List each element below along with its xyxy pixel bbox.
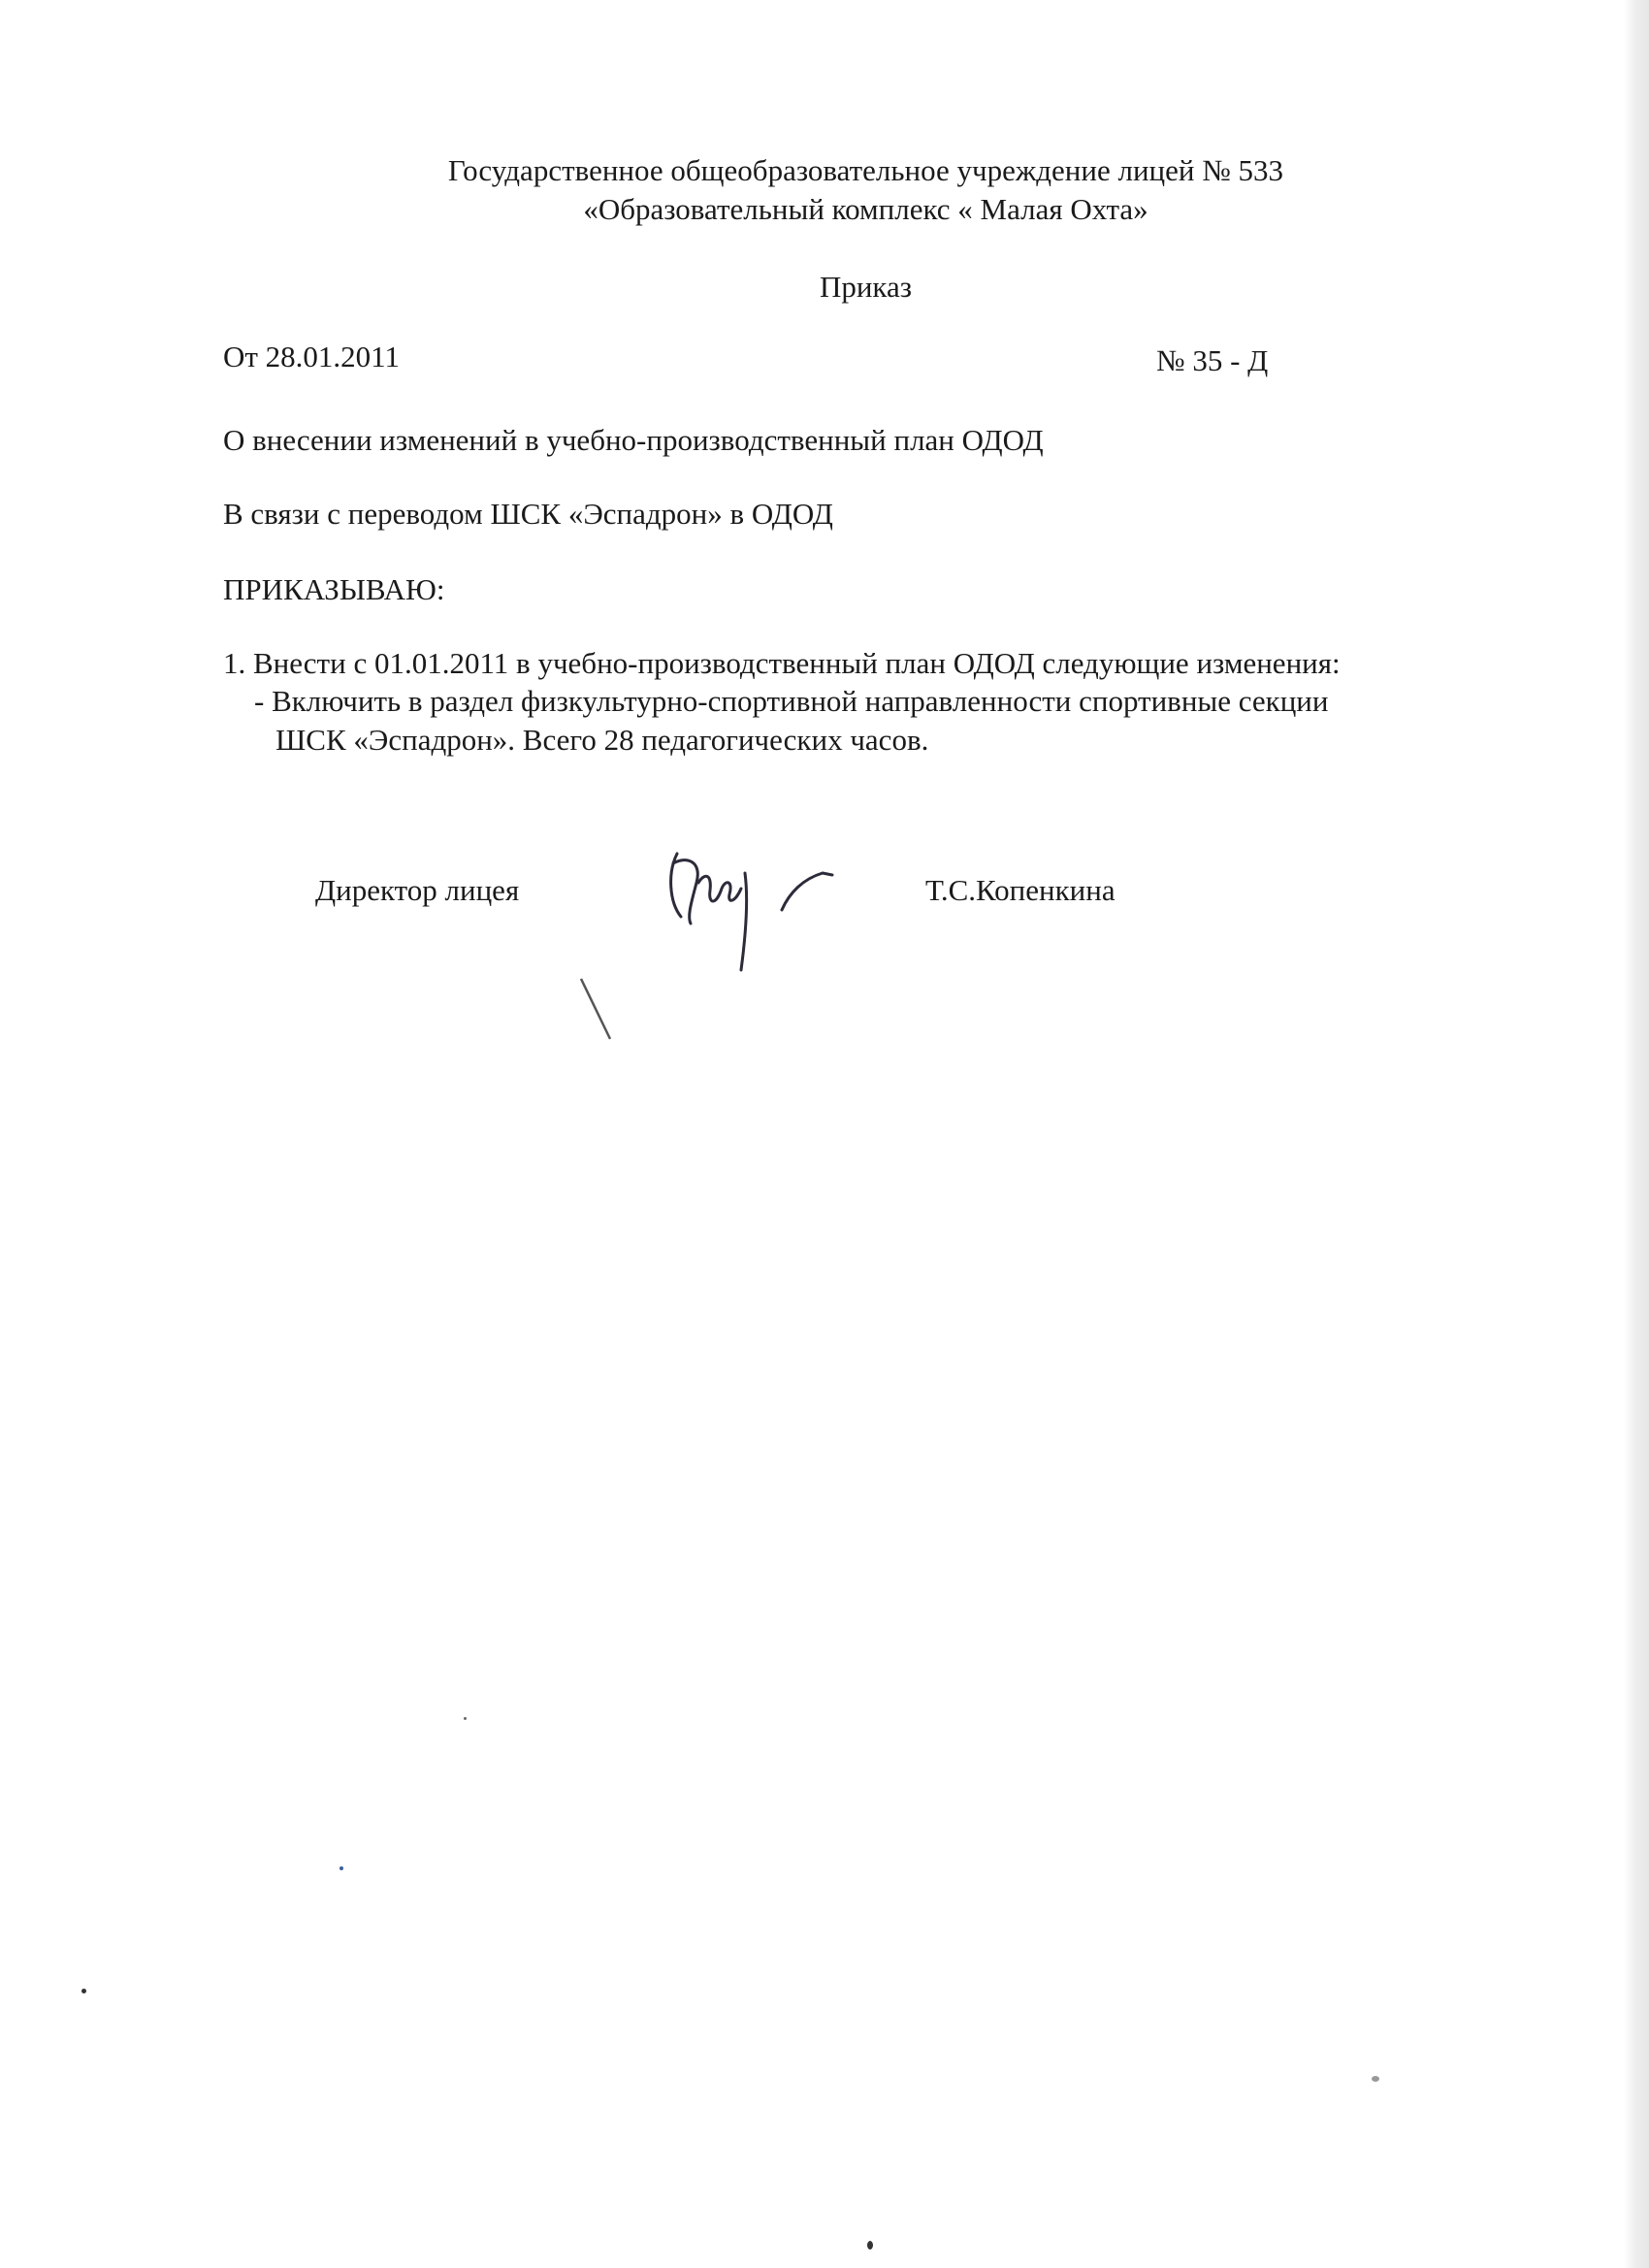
order-date: От 28.01.2011 [223,340,401,373]
scan-speck [1372,2076,1379,2082]
handwritten-signature [648,834,842,980]
order-reason: В связи с переводом ШСК «Эспадрон» в ОДОД [223,497,833,531]
order-item-1-sub-line1: - Включить в раздел физкультурно-спортивной направленности спортивные секции [254,684,1329,718]
institution-name-line2: «Образовательный комплекс « Малая Охта» [583,192,1148,226]
scan-edge-shadow [1624,0,1649,2268]
document-title: Приказ [819,270,913,304]
pen-stroke-mark [577,975,616,1043]
scan-speck [464,1717,467,1720]
scan-speck [81,1989,86,1993]
institution-name-line1: Государственное общеобразовательное учреждение лицей № 533 [447,153,1284,187]
signer-name: Т.С.Копенкина [925,873,1116,907]
signer-position: Директор лицея [315,873,520,907]
scan-speck [340,1866,343,1870]
order-item-1: 1. Внести с 01.01.2011 в учебно-производственный план ОДОД следующие изменения: [223,646,1341,680]
order-item-1-sub-line2: ШСК «Эспадрон». Всего 28 педагогических часов. [275,723,929,757]
order-subject: О внесении изменений в учебно-производственный план ОДОД [223,423,1044,457]
scan-speck [867,2241,873,2250]
order-number: № 35 - Д [1156,343,1269,377]
order-directive: ПРИКАЗЫВАЮ: [223,572,445,606]
